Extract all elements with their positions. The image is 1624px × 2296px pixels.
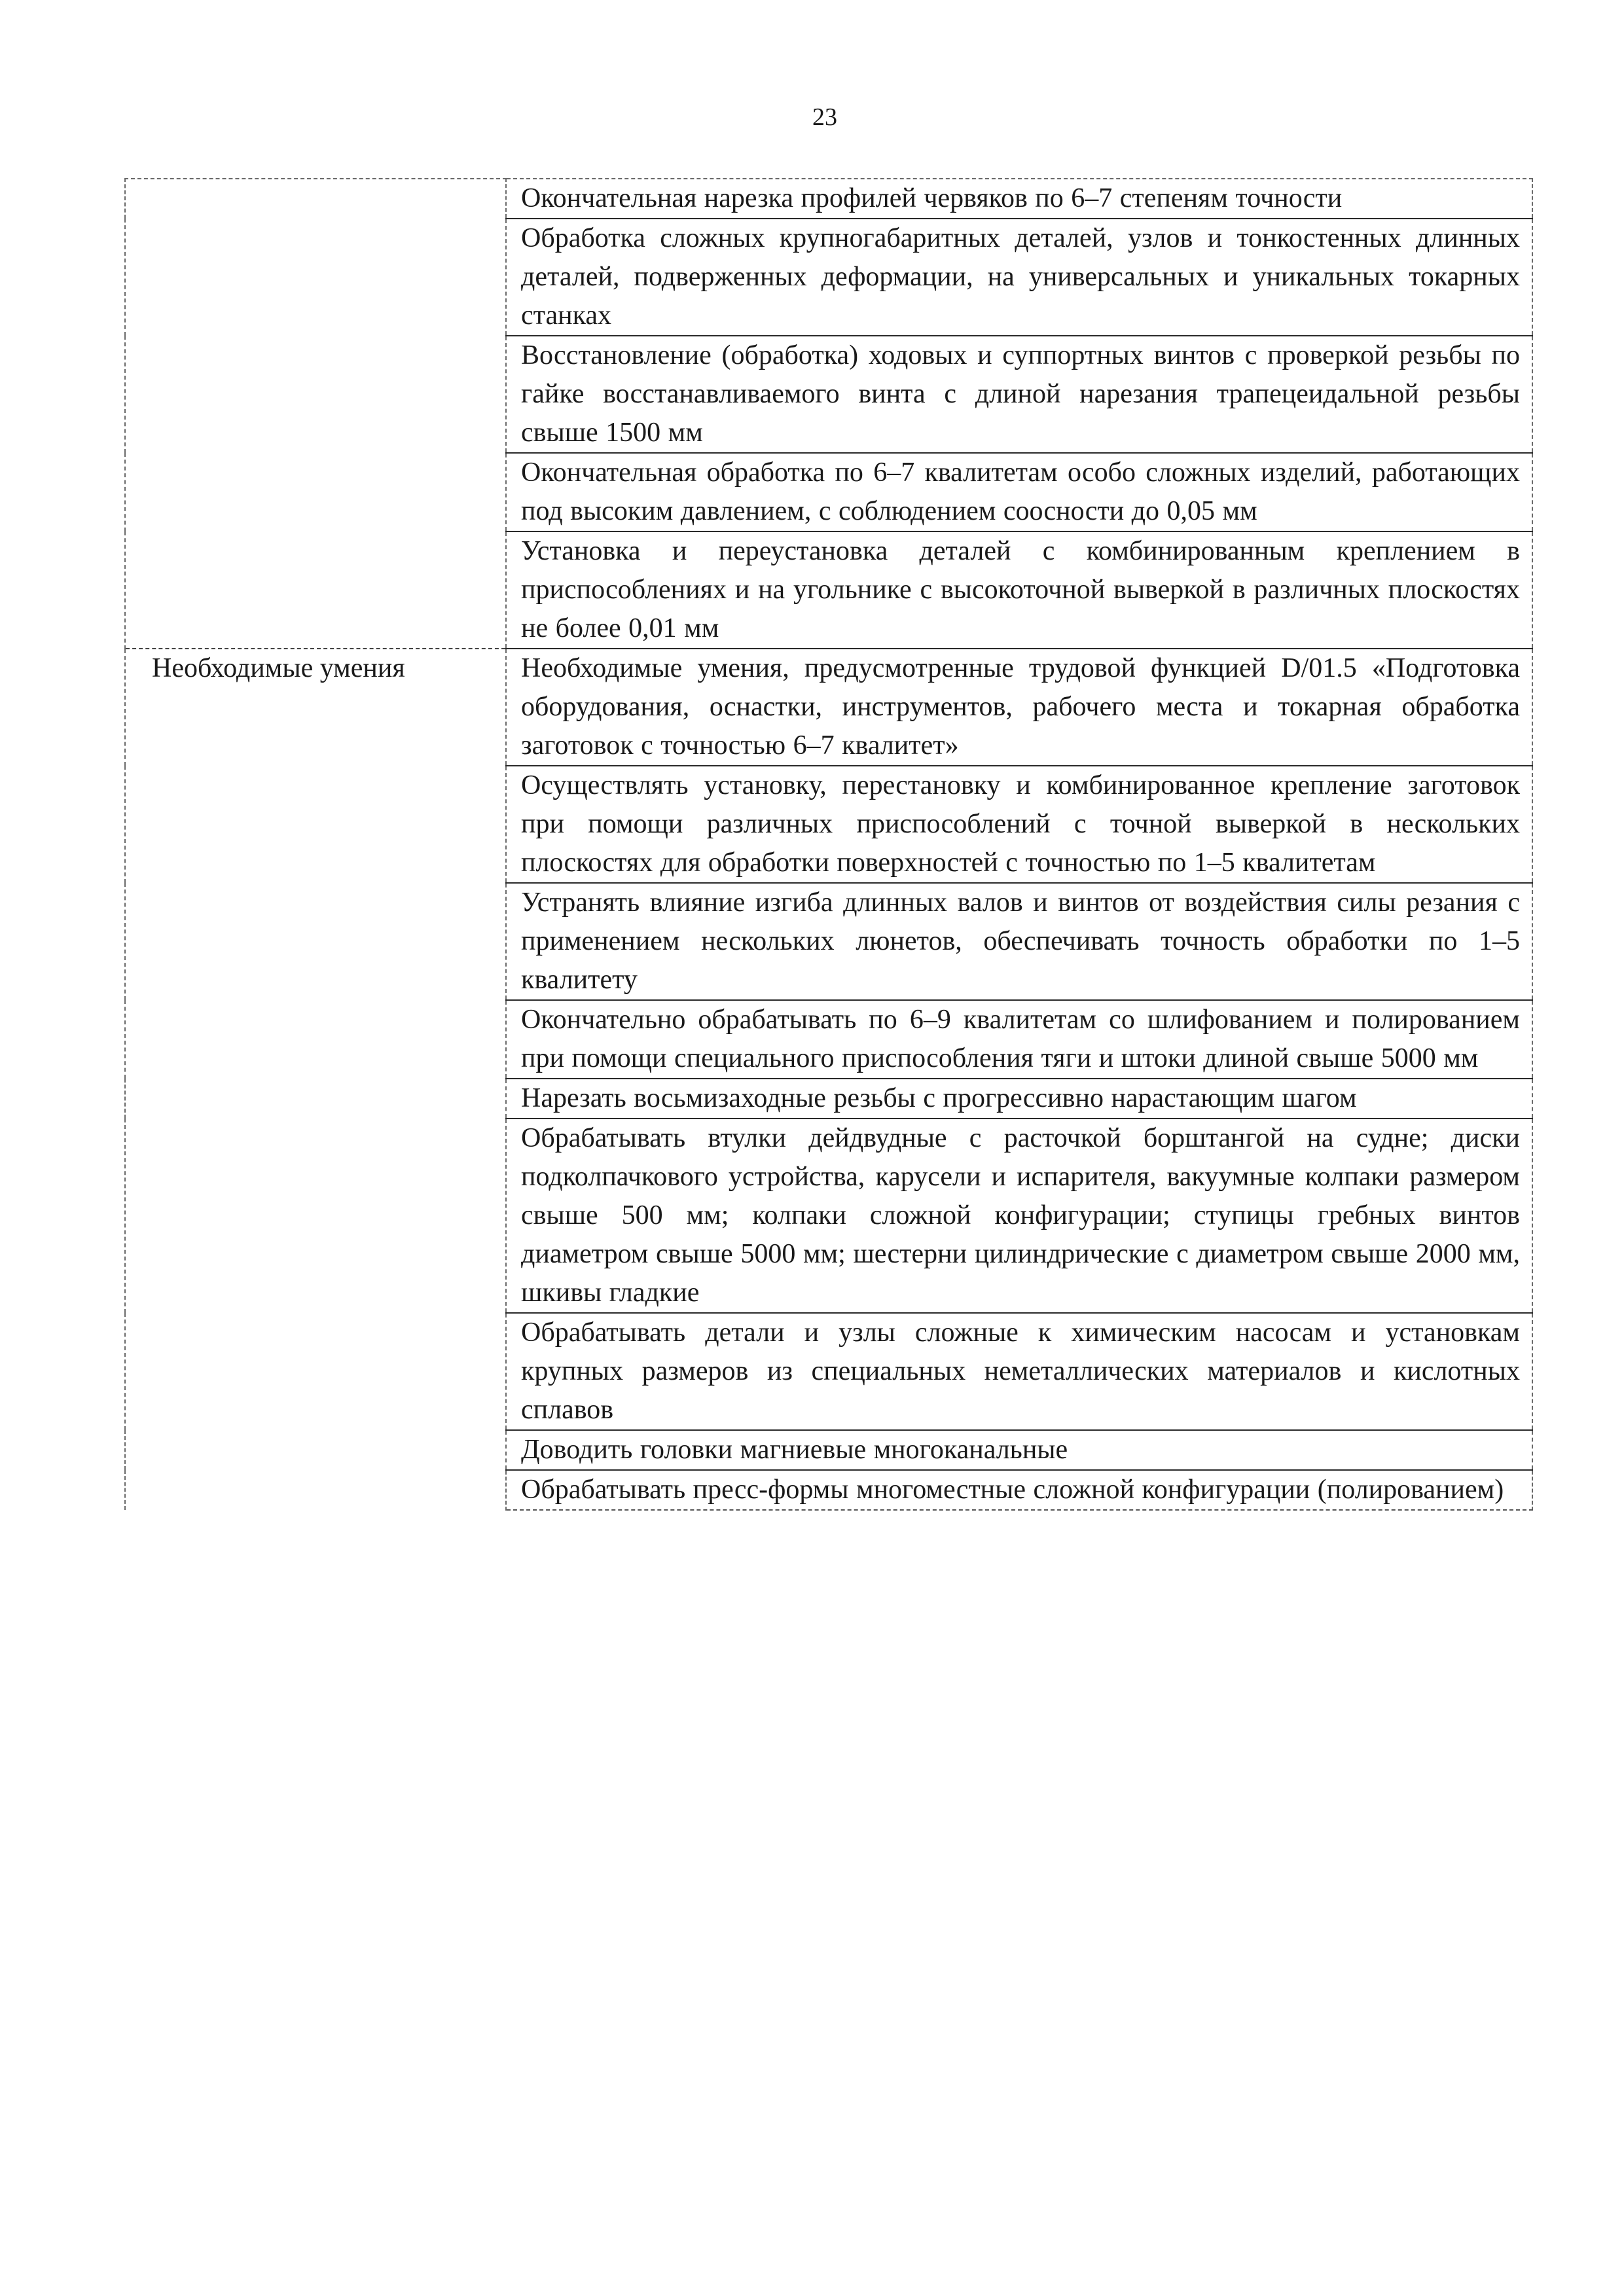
table-cell-text: Устранять влияние изгиба длинных валов и винтов от воздействия силы резания с применением нескольких люнетов, обеспечивать точность обработки по 1–5 квалитету	[506, 883, 1532, 1000]
table-cell-text: Окончательно обрабатывать по 6–9 квалитетам со шлифованием и полированием при помощи специального приспособления тяги и штоки длиной свыше 5000 мм	[506, 1000, 1532, 1079]
table-cell-text: Установка и переустановка деталей с комбинированным креплением в приспособлениях и на угольнике с высокоточной выверкой в различных плоскостях не более 0,01 мм	[506, 531, 1532, 649]
table-cell-text: Обрабатывать втулки дейдвудные с расточкой борштангой на судне; диски подколпачкового устройства, карусели и испарителя, вакуумные колпаки размером свыше 500 мм; колпаки сложной конфигурации; ступицы гребных винтов диаметром свыше 5000 мм; шестерни цилиндрические с диаметром свыше 2000 мм, шкивы гладкие	[506, 1119, 1532, 1313]
section-label-cell: Необходимые умения	[125, 649, 506, 1510]
table-row	[125, 649, 1532, 766]
table-cell-text: Окончательная нарезка профилей червяков по 6–7 степеням точности	[506, 179, 1532, 219]
table-cell-text: Доводить головки магниевые многоканальные	[506, 1430, 1532, 1470]
table-cell-text: Обрабатывать пресс-формы многоместные сложной конфигурации (полированием)	[506, 1470, 1532, 1510]
table-cell-text: Осуществлять установку, перестановку и комбинированное крепление заготовок при помощи различных приспособлений с точной выверкой в нескольких плоскостях для обработки поверхностей с точностью по 1–5 квалитетам	[506, 766, 1532, 883]
table-cell-text: Восстановление (обработка) ходовых и суппортных винтов с проверкой резьбы по гайке восстанавливаемого винта с длиной нарезания трапецеидальной резьбы свыше 1500 мм	[506, 336, 1532, 453]
section-label-cell	[125, 179, 506, 649]
table-cell-text: Окончательная обработка по 6–7 квалитетам особо сложных изделий, работающих под высоким давлением, с соблюдением соосности до 0,05 мм	[506, 453, 1532, 531]
table-row	[125, 179, 1532, 219]
table-cell-text: Необходимые умения, предусмотренные трудовой функцией D/01.5 «Подготовка оборудования, оснастки, инструментов, рабочего места и токарная обработка заготовок с точностью 6–7 квалитет»	[506, 649, 1532, 766]
page-number: 23	[812, 103, 837, 131]
table-cell-text: Нарезать восьмизаходные резьбы с прогрессивно нарастающим шагом	[506, 1079, 1532, 1119]
table-cell-text: Обработка сложных крупногабаритных деталей, узлов и тонкостенных длинных деталей, подверженных деформации, на универсальных и уникальных токарных станках	[506, 219, 1532, 336]
table-cell-text: Обрабатывать детали и узлы сложные к химическим насосам и установкам крупных размеров из специальных неметаллических материалов и кислотных сплавов	[506, 1313, 1532, 1430]
skills-table	[124, 178, 1533, 1511]
